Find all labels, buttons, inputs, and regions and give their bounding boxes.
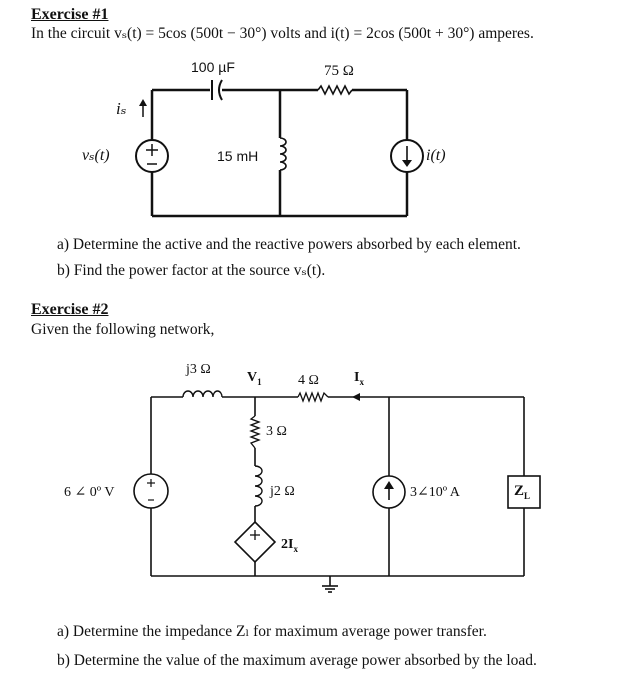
- inductor-j2-symbol: [255, 466, 262, 506]
- dependent-source-value: 2I: [281, 537, 294, 552]
- ix-letter: I: [354, 370, 360, 385]
- node-v1-label: [247, 369, 262, 391]
- inductor-j3-label: j3 Ω: [186, 362, 211, 377]
- ix-sub: x: [359, 376, 364, 387]
- inductor-label: 15 mH: [217, 148, 259, 164]
- inductor-j3-symbol: [183, 391, 222, 397]
- exercise2-question-a: a) Determine the impedance Zₗ for maximum average power transfer.: [57, 623, 487, 640]
- exercise1-heading: Exercise #1: [31, 6, 109, 23]
- load-letter: Z: [514, 483, 525, 499]
- capacitor-label: 100 µF: [191, 59, 235, 75]
- exercise2-heading: Exercise #2: [31, 301, 109, 318]
- ix-label: [354, 369, 364, 391]
- resistor-3-symbol: [251, 416, 259, 448]
- dependent-source-label: [281, 536, 298, 558]
- exercise1-statement: In the circuit vₛ(t) = 5cos (500t − 30°) volts and i(t) = 2cos (500t + 30°) amperes.: [31, 25, 534, 42]
- resistor-3-label: 3 Ω: [266, 424, 287, 439]
- resistor-4-symbol: [298, 393, 328, 401]
- resistor-label: 75 Ω: [324, 63, 354, 79]
- current-source-label: 3∠10º A: [410, 485, 460, 500]
- voltage-source-label: 6 ∠ 0º V: [64, 485, 115, 500]
- ix-arrow-icon: [352, 393, 360, 401]
- source-current-label: iₛ: [116, 99, 127, 118]
- source-voltage-label: vₛ(t): [82, 147, 110, 164]
- exercise1-question-b: b) Find the power factor at the source vₛ(t).: [57, 262, 326, 279]
- dependent-source-sub: x: [293, 543, 298, 554]
- current-source-label: i(t): [426, 147, 446, 164]
- load-sub: L: [524, 491, 531, 501]
- node-v1-letter: V: [247, 370, 258, 385]
- voltage-source-symbol: [134, 474, 168, 508]
- exercise2-question-b: b) Determine the value of the maximum average power absorbed by the load.: [57, 652, 537, 669]
- dependent-source-symbol: [235, 522, 275, 562]
- load-label: [514, 482, 530, 505]
- current-source-symbol: [373, 476, 405, 508]
- exercise2-statement: Given the following network,: [31, 321, 215, 338]
- resistor-4-label: 4 Ω: [298, 373, 319, 388]
- exercise1-question-a: a) Determine the active and the reactive powers absorbed by each element.: [57, 236, 521, 253]
- inductor-j2-label: j2 Ω: [270, 484, 295, 499]
- node-v1-sub: 1: [257, 376, 262, 387]
